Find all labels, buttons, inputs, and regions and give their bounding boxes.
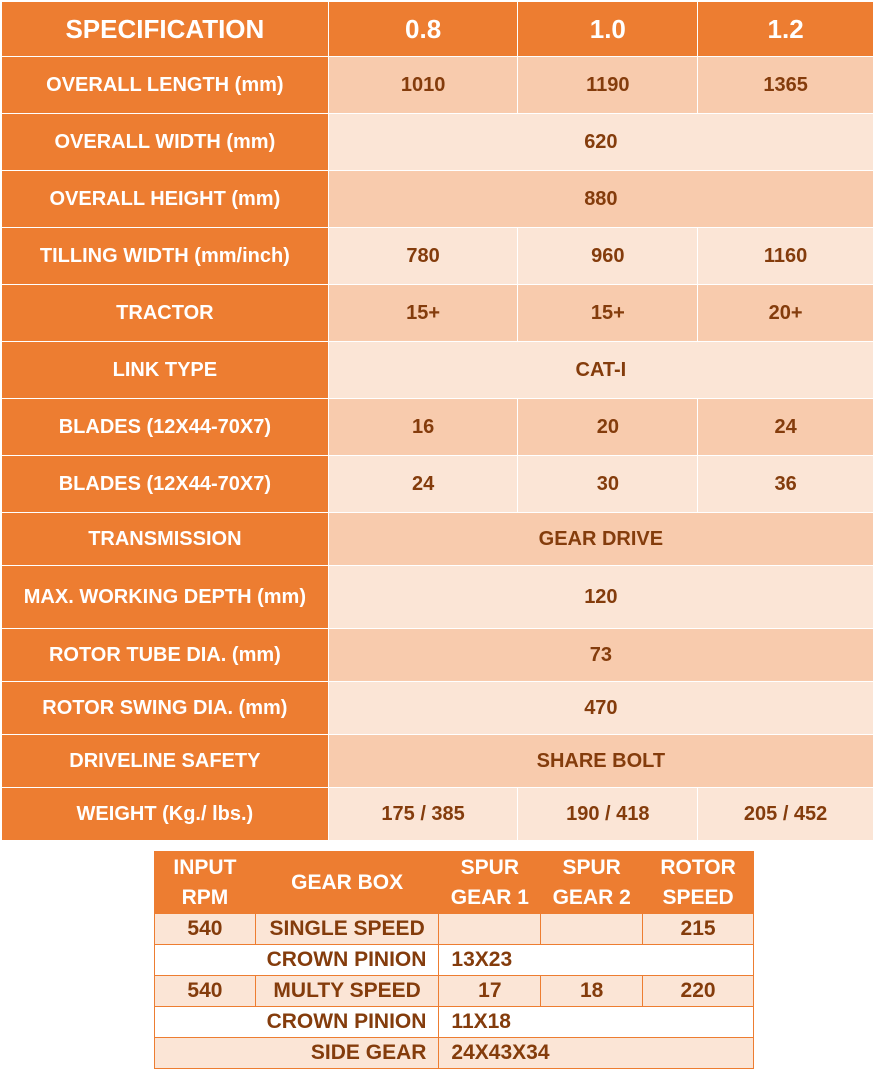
row-label: SIDE GEAR xyxy=(155,1038,439,1069)
specification-table xyxy=(1,1,874,841)
cell-value: 73 xyxy=(328,629,873,682)
cell-value: MULTY SPEED xyxy=(255,976,439,1007)
row-label: OVERALL HEIGHT (mm) xyxy=(2,171,329,228)
cell-value: 20 xyxy=(518,399,698,456)
table-row xyxy=(2,629,874,682)
cell-value: 11X18 xyxy=(439,1007,754,1038)
gear-header-gear-box: GEAR BOX xyxy=(255,852,439,914)
gear-table xyxy=(154,851,754,1069)
cell-value: SHARE BOLT xyxy=(328,735,873,788)
cell-value: 24X43X34 xyxy=(439,1038,754,1069)
cell-value: 18 xyxy=(541,976,643,1007)
row-label: ROTOR SWING DIA. (mm) xyxy=(2,682,329,735)
cell-value: 960 xyxy=(518,228,698,285)
cell-value: 190 / 418 xyxy=(518,788,698,841)
cell-value: 120 xyxy=(328,566,873,629)
cell-value: 1160 xyxy=(698,228,874,285)
table-row xyxy=(2,285,874,342)
cell-value: 30 xyxy=(518,456,698,513)
table-row xyxy=(2,456,874,513)
row-label: TILLING WIDTH (mm/inch) xyxy=(2,228,329,285)
cell-value: 215 xyxy=(643,914,754,945)
row-label: OVERALL WIDTH (mm) xyxy=(2,114,329,171)
row-label: ROTOR TUBE DIA. (mm) xyxy=(2,629,329,682)
cell-value: 1010 xyxy=(328,57,518,114)
row-label: MAX. WORKING DEPTH (mm) xyxy=(2,566,329,629)
row-label: OVERALL LENGTH (mm) xyxy=(2,57,329,114)
table-row xyxy=(2,735,874,788)
spec-header-row xyxy=(2,2,874,57)
table-row xyxy=(2,171,874,228)
cell-value: 24 xyxy=(698,399,874,456)
row-label: CROWN PINION xyxy=(155,1007,439,1038)
row-label: CROWN PINION xyxy=(155,945,439,976)
cell-value: 1190 xyxy=(518,57,698,114)
row-label: WEIGHT (Kg./ lbs.) xyxy=(2,788,329,841)
cell-value: 470 xyxy=(328,682,873,735)
table-row xyxy=(2,399,874,456)
gear-header-row xyxy=(155,852,754,914)
cell-value: 20+ xyxy=(698,285,874,342)
table-row xyxy=(2,57,874,114)
spec-header-label: SPECIFICATION xyxy=(2,2,329,57)
spec-header-model-0-8: 0.8 xyxy=(328,2,518,57)
gear-header-input-rpm: INPUT RPM xyxy=(155,852,256,914)
cell-value: GEAR DRIVE xyxy=(328,513,873,566)
cell-value xyxy=(439,914,541,945)
row-label: BLADES (12X44-70X7) xyxy=(2,399,329,456)
table-row xyxy=(2,513,874,566)
cell-value: 205 / 452 xyxy=(698,788,874,841)
cell-value: 880 xyxy=(328,171,873,228)
cell-value: 620 xyxy=(328,114,873,171)
cell-value: 220 xyxy=(643,976,754,1007)
gear-header-rotor-speed: ROTOR SPEED xyxy=(643,852,754,914)
row-label: BLADES (12X44-70X7) xyxy=(2,456,329,513)
row-label: TRACTOR xyxy=(2,285,329,342)
cell-value: 15+ xyxy=(518,285,698,342)
cell-value: 175 / 385 xyxy=(328,788,518,841)
table-row xyxy=(2,228,874,285)
table-row xyxy=(155,1007,754,1038)
row-label: DRIVELINE SAFETY xyxy=(2,735,329,788)
cell-value: 17 xyxy=(439,976,541,1007)
cell-value: 16 xyxy=(328,399,518,456)
table-row xyxy=(155,1038,754,1069)
row-label: TRANSMISSION xyxy=(2,513,329,566)
cell-value: 780 xyxy=(328,228,518,285)
cell-value: 24 xyxy=(328,456,518,513)
spec-header-model-1-0: 1.0 xyxy=(518,2,698,57)
gear-header-spur-gear-1: SPUR GEAR 1 xyxy=(439,852,541,914)
cell-value: 540 xyxy=(155,914,256,945)
table-row xyxy=(2,682,874,735)
cell-value: 540 xyxy=(155,976,256,1007)
cell-value: 1365 xyxy=(698,57,874,114)
table-row xyxy=(2,788,874,841)
cell-value: 13X23 xyxy=(439,945,754,976)
table-row xyxy=(155,976,754,1007)
table-row xyxy=(2,566,874,629)
table-row xyxy=(155,914,754,945)
cell-value: SINGLE SPEED xyxy=(255,914,439,945)
cell-value: 36 xyxy=(698,456,874,513)
spec-header-model-1-2: 1.2 xyxy=(698,2,874,57)
gear-header-spur-gear-2: SPUR GEAR 2 xyxy=(541,852,643,914)
table-row xyxy=(2,114,874,171)
cell-value: 15+ xyxy=(328,285,518,342)
cell-value xyxy=(541,914,643,945)
table-row xyxy=(2,342,874,399)
row-label: LINK TYPE xyxy=(2,342,329,399)
table-row xyxy=(155,945,754,976)
cell-value: CAT-I xyxy=(328,342,873,399)
